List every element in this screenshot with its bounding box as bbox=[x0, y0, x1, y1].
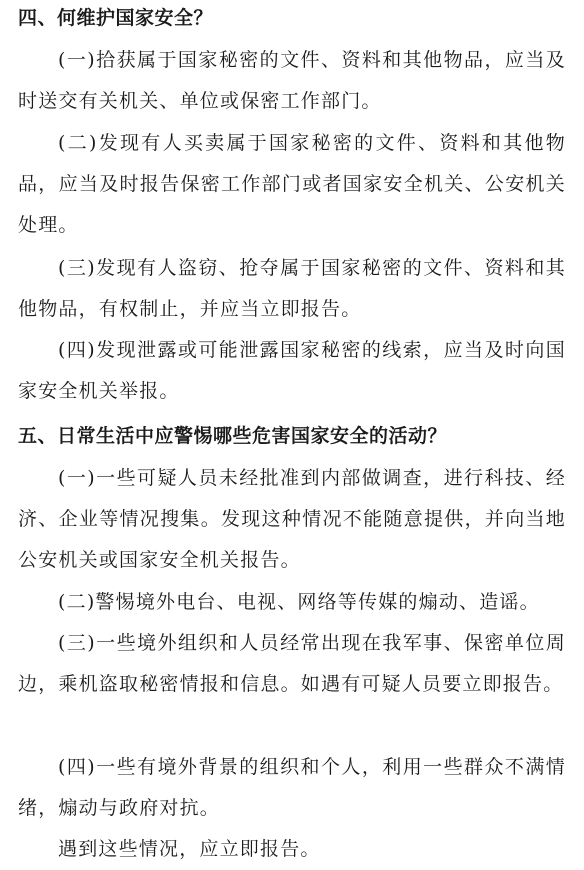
paragraph bbox=[18, 40, 566, 122]
paragraph-text: (三)发现有人盗窃、抢夺属于国家秘密的文件、资料和其他物品，有权制止，并应当立即报告。 bbox=[18, 257, 566, 320]
paragraph bbox=[18, 623, 566, 705]
paragraph-text: 遇到这些情况，应立即报告。 bbox=[58, 838, 321, 860]
section-heading-5: 五、日常生活中应警惕哪些危害国家安全的活动？ bbox=[18, 425, 448, 447]
paragraph bbox=[18, 747, 566, 829]
paragraph-text: (四)一些有境外背景的组织和个人，利用一些群众不满情绪，煽动与政府对抗。 bbox=[18, 756, 566, 819]
paragraph-text: (四)发现泄露或可能泄露国家秘密的线索，应当及时向国家安全机关举报。 bbox=[18, 339, 566, 402]
paragraph-text: (一)拾获属于国家秘密的文件、资料和其他物品，应当及时送交有关机关、单位或保密工作部门。 bbox=[18, 49, 566, 112]
paragraph-text: (一)一些可疑人员未经批准到内部做调查，进行科技、经济、企业等情况搜集。发现这种情况不能随意提供，并向当地公安机关或国家安全机关报告。 bbox=[18, 467, 566, 571]
paragraph-text: (二)警惕境外电台、电视、网络等传媒的煽动、造谣。 bbox=[58, 591, 540, 613]
paragraph bbox=[18, 582, 566, 623]
paragraph-text: (二)发现有人买卖属于国家秘密的文件、资料和其他物品，应当及时报告保密工作部门或者国家安全机关、公安机关处理。 bbox=[18, 132, 566, 236]
paragraph bbox=[18, 248, 566, 330]
section-heading-4: 四、何维护国家安全？ bbox=[18, 7, 214, 29]
paragraph bbox=[18, 330, 566, 412]
paragraph bbox=[18, 458, 566, 581]
paragraph-text: (三)一些境外组织和人员经常出现在我军事、保密单位周边，乘机盗取秘密情报和信息。如遇有可疑人员要立即报告。 bbox=[18, 632, 566, 695]
paragraph bbox=[18, 123, 566, 246]
